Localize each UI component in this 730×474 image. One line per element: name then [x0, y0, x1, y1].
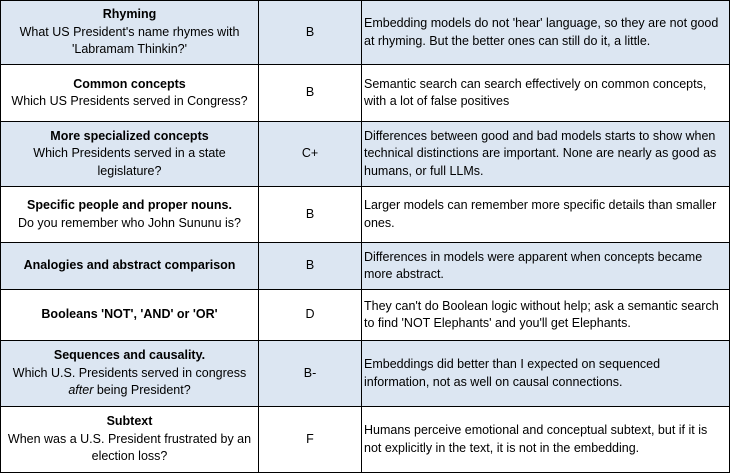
- category-title: Specific people and proper nouns.: [27, 198, 232, 212]
- table-row: [1, 187, 730, 243]
- category-cell: [1, 122, 259, 187]
- table-row: [1, 290, 730, 341]
- grade-cell: B: [259, 65, 362, 122]
- example-question: What US President's name rhymes with 'Labramam Thinkin?': [19, 24, 240, 57]
- category-cell: [1, 65, 259, 122]
- table-row: [1, 65, 730, 122]
- table-row: [1, 407, 730, 473]
- note-cell: Humans perceive emotional and conceptual subtext, but if it is not explicitly in the text, it is not in the embedding.: [362, 407, 730, 473]
- category-title: Booleans 'NOT', 'AND' or 'OR': [41, 307, 218, 322]
- grade-cell: C+: [259, 122, 362, 187]
- grade-cell: F: [259, 407, 362, 473]
- table-row: [1, 122, 730, 187]
- note-cell: Semantic search can search effectively on common concepts, with a lot of false positives: [362, 65, 730, 122]
- category-title: Analogies and abstract comparison: [23, 258, 236, 273]
- category-cell: [1, 407, 259, 473]
- category-title: Rhyming: [102, 7, 157, 22]
- question-end: being President?: [93, 383, 191, 398]
- table-row: [1, 341, 730, 407]
- note-cell: Differences between good and bad models starts to show when technical distinctions are important. None are nearly as good as humans, or full LLMs.: [362, 122, 730, 187]
- note-cell: Larger models can remember more specific details than smaller ones.: [362, 187, 730, 243]
- category-cell: [1, 243, 259, 290]
- grade-cell: B: [259, 243, 362, 290]
- note-cell: They can't do Boolean logic without help; ask a semantic search to find 'NOT Elephants' and you'll get Elephants.: [362, 290, 730, 341]
- category-title: Subtext: [106, 414, 153, 429]
- category-title: Sequences and causality.: [53, 348, 206, 363]
- example-question: When was a U.S. President frustrated by an election loss?: [7, 431, 252, 464]
- example-question: Which Presidents served in a state legislature?: [33, 146, 226, 178]
- category-title: Common concepts: [73, 76, 186, 91]
- example-question: Do you remember who John Sununu is?: [17, 215, 242, 230]
- category-cell: [1, 341, 259, 407]
- grade-cell: B-: [259, 341, 362, 407]
- grade-cell: B: [259, 187, 362, 243]
- example-question: [3, 365, 256, 400]
- grade-cell: D: [259, 290, 362, 341]
- note-cell: Embeddings did better than I expected on sequenced information, not as well on causal connections.: [362, 341, 730, 407]
- category-cell: [1, 290, 259, 341]
- note-cell: Embedding models do not 'hear' language, so they are not good at rhyming. But the better ones can still do it, a little.: [362, 1, 730, 65]
- table-row: [1, 1, 730, 65]
- grade-cell: B: [259, 1, 362, 65]
- question-emphasis: after: [68, 383, 94, 398]
- category-cell: [1, 187, 259, 243]
- category-title: More specialized concepts: [50, 128, 209, 143]
- example-question: Which US Presidents served in Congress?: [11, 94, 248, 108]
- table-row: [1, 243, 730, 290]
- note-cell: Differences in models were apparent when concepts became more abstract.: [362, 243, 730, 290]
- category-cell: [1, 1, 259, 65]
- question-start: Which U.S. Presidents served in congress: [12, 365, 247, 380]
